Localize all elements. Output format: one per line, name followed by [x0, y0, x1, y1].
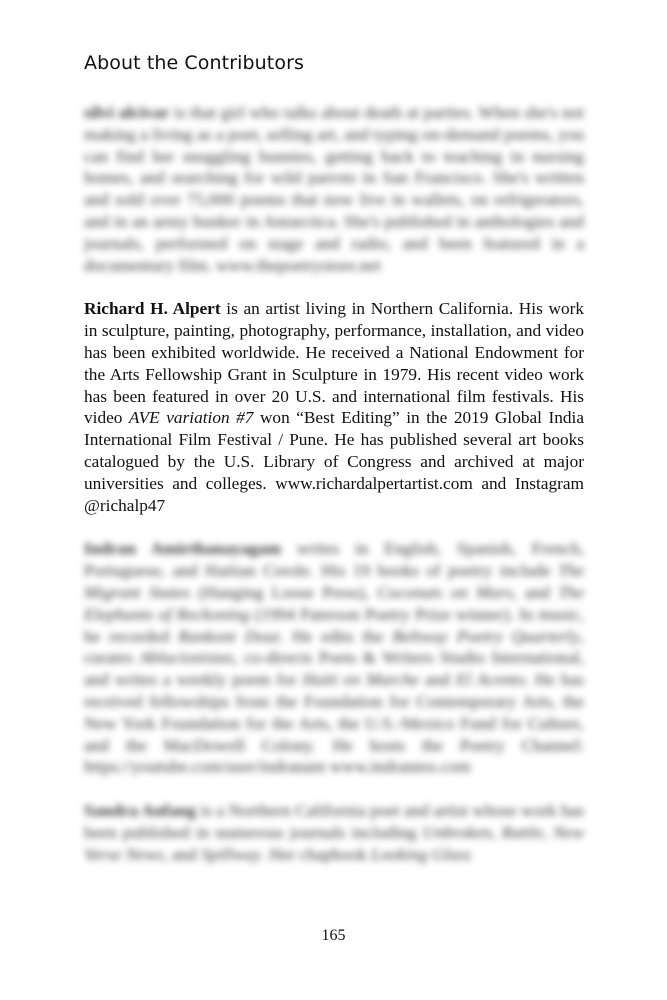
contributor-name: silvi alcivar — [84, 103, 170, 122]
page-number: 165 — [321, 927, 346, 944]
page-heading: About the Contributors — [84, 52, 304, 74]
bio-text: , and — [512, 582, 559, 602]
contributor-name: Sandra Anfang — [84, 801, 197, 821]
contributor-entry-anfang — [84, 800, 584, 865]
page-content — [84, 52, 584, 888]
contributor-entry-alpert — [84, 298, 584, 516]
work-title: Looking Glass — [371, 844, 472, 864]
bio-text: (1994 Paterson Poetry Prize winner). In music, he recorded — [84, 604, 584, 646]
contributor-bio: is that girl who talks about death at parties. When she's not making a living as a poet, selling art, and typing on-demand poems, you can find her snuggling bunnies, getting back to teaching in nursing homes, and searching for wild parrots in San Francisco. She's written and sold over 75,000 poems that now live in wallets, on refrigerators, and in an army bunker in Antarctica. She's published in anthologies and journals, performed on stage and radio, and been featured in a documentary film. www.thepoetrystore.net — [84, 103, 584, 275]
bio-text: , — [542, 822, 554, 842]
work-title: Ablucionistas — [139, 648, 234, 668]
bio-text: . He edits the — [279, 626, 393, 646]
contributor-name: Richard H. Alpert — [84, 299, 221, 319]
bio-text: (Hanging Loose Press), — [190, 582, 377, 602]
work-title: The Migrant States — [84, 561, 584, 602]
contributor-bio-continued: won “Best Editing” in the 2019 Global India International Film Festival / Pune. He has published several art books catalogued by the U.S. Library of Congress and archived at major universities and colleges. www.richardalpertartist.com and Instagram @richalp47 — [84, 408, 584, 515]
contributor-name: Indran Amirthanayagam — [84, 539, 282, 559]
contributor-entry-amirthanayagam — [84, 538, 584, 778]
work-title: Spillway — [201, 844, 261, 864]
bio-text: , co-directs Poets & Writers Studio International, and writes a weekly poem for — [84, 648, 584, 690]
work-title: Unbroken — [422, 822, 492, 842]
work-title: Haiti en Marche — [302, 670, 420, 690]
bio-text: , curates — [84, 626, 584, 668]
bio-text: . He has received fellowships from the Foundation for Contemporary Arts, the New York Foundation for the Arts, the U.S.-Mexico Fund for Culture, and the MacDowell Colony. He hosts the Poetry Channel: https://youtube.com/user/indranam www.indranmx.com — [84, 670, 584, 777]
bio-text: , — [491, 822, 502, 842]
work-title: Coconuts on Mars — [376, 582, 513, 602]
work-title: The Elephants of Reckoning — [84, 582, 584, 624]
bio-text: writes in English, Spanish, French, Portuguese, and Haitian Creole. His 19 books of poetry include — [84, 539, 584, 581]
contributor-bio: is an artist living in Northern California. His work in sculpture, painting, photography, performance, installation, and video has been exhibited worldwide. He received a National Endowment for the Arts Fellowship Grant in Sculpture in 1979. His recent video work has been featured in over 20 U.S. and international film festivals. His video — [84, 299, 584, 428]
bio-text: is a Northern California poet and artist whose work has been published in numerous journals including — [84, 801, 585, 842]
bio-text: and — [419, 670, 456, 690]
contributor-entry-alcivar — [84, 102, 584, 276]
work-title: Rankont Dout — [178, 626, 280, 646]
work-title: AVE variation #7 — [128, 408, 254, 428]
work-title: New Verse News — [84, 822, 585, 864]
bio-text: . Her chapbook — [260, 844, 372, 864]
work-title: Rattle — [501, 822, 543, 842]
work-title: El Acento — [455, 670, 525, 690]
bio-text: , and — [163, 844, 202, 864]
work-title: Beltway Poetry Quarterly — [392, 626, 580, 646]
